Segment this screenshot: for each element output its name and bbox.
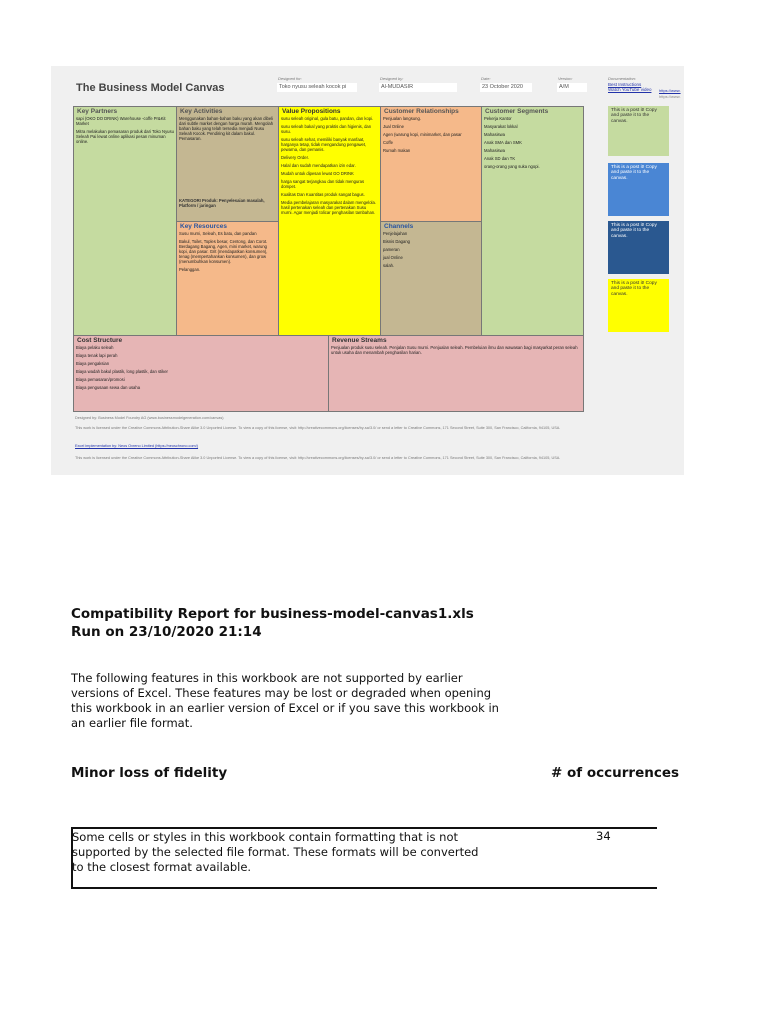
date-field[interactable]: 23 October 2020 (480, 83, 532, 92)
key-activities-item: Menggunakan bahan-bahan baku yang akan dibeli dari subtle market dengan harga murah. Mengolah bahan baku yang telah tersedia menjadi Nusu Seleah Kocok. Pendiring kit dalam bakul. Pemasaran. (179, 116, 274, 141)
value-propositions-item: susu seleah bakal yang praktis dan higienis, dan susu. (281, 124, 372, 134)
key-activities-block[interactable] (176, 106, 279, 222)
customer-relationships-item: Rumah makan (383, 148, 411, 153)
revenue-streams-title: Revenue Streams (332, 337, 387, 344)
key-resources-title: Key Resources (180, 223, 227, 230)
footer-credit: Designed by: Business Model Foundry AG (www.businessmodelgeneration.com/canvas) (75, 416, 224, 420)
value-propositions-item: Mudah untuk dipesan lewat GO DRINK (281, 171, 354, 176)
designed-for-label: Designed for: (278, 76, 302, 81)
cost-structure-item: Biaya wadah bakul plastik, long plastik, dan stiker (76, 369, 168, 374)
customer-segments-item: Anak SD dan TK (484, 156, 516, 161)
footer-excel-link[interactable]: Excel implementation by: Neos Ovreno Limited (https://neoschrono.com/) (75, 444, 199, 448)
customer-relationships-block[interactable] (380, 106, 482, 222)
cost-structure-item: Biaya tenak lapi perah (76, 353, 118, 358)
customer-relationships-title: Customer Relationships (384, 108, 459, 115)
value-propositions-item: Kualitas Dan Kuantitas produk sangat bagus. (281, 192, 365, 197)
designed-for-field[interactable]: Toko nyusu seleah kocok pi (277, 83, 357, 92)
value-propositions-item: susu seleah sehat, memiliki banyak manfaat, harganya tetap, tidak mengandung pengawet, pewarna, dan pemanis. (281, 137, 367, 152)
channels-item: pameran (383, 247, 400, 252)
cost-structure-block[interactable] (73, 335, 329, 412)
cost-structure-item: Biaya pelaku seleah (76, 345, 114, 350)
channels-item: jual Online (383, 255, 403, 260)
customer-segments-item: Pekerja Kantor (484, 116, 512, 121)
cost-structure-item: Biaya pemasaran/promosi (76, 377, 125, 382)
table-rule-bottom (71, 887, 657, 889)
customer-segments-title: Customer Segments (485, 108, 549, 115)
documentation-label: Documentation: (608, 76, 637, 81)
footer-license: This work is licensed under the Creative Commons Attribution-Share Alike 3.0 Unported License. To view a copy of this license, visit: http://creativecommons.org/licenses/by-sa/3.0/ or send a letter to Creative Commons, 171 Second Street, Suite 300, San Francisco, California, 94105, USA. (75, 426, 561, 430)
customer-segments-item: Anak SMA dan SMK (484, 140, 522, 145)
postit-note[interactable]: This is a post it! Copy and paste it to the canvas. (608, 106, 669, 156)
minor-loss-heading: Minor loss of fidelity (71, 765, 228, 781)
compatibility-report (71, 605, 680, 874)
customer-relationships-item: Jual Online (383, 124, 404, 129)
canvas-title: The Business Model Canvas (76, 82, 225, 94)
channels-item: salah. (383, 263, 395, 268)
revenue-streams-block[interactable] (328, 335, 584, 412)
value-propositions-item: Halal dan sudah mendapatkan izin edar. (281, 163, 356, 168)
key-partners-block[interactable] (73, 106, 177, 336)
customer-segments-block[interactable] (481, 106, 584, 336)
customer-relationships-item: Penjualan langsung. (383, 116, 421, 121)
issue-description: Some cells or styles in this workbook contain formatting that is not supported by the selected file format. These formats will be converted to the closest format available. (72, 830, 479, 874)
doc-link-instructions[interactable]: Best Instructions (608, 82, 642, 87)
customer-segments-item: Mahasiswa (484, 148, 505, 153)
key-resources-block[interactable] (176, 221, 279, 336)
customer-segments-item: orang-orang yang suka ngopi. (484, 164, 540, 169)
report-intro: The following features in this workbook are not supported by earlier versions of Excel. These features may be lost or degraded when opening this workbook in an earlier version of Excel or if you save this workbook in an earlier file format. (71, 671, 499, 730)
value-propositions-item: susu seleah original, gula batu, pandan, dan kopi. (281, 116, 374, 121)
key-activities-title: Key Activities (180, 108, 223, 115)
key-resources-item: Susu murni, Seleah, Es batu, dan pandan (179, 231, 257, 236)
doc-link-video[interactable]: Watch YouTube video (608, 87, 652, 92)
cost-structure-title: Cost Structure (77, 337, 123, 344)
key-partners-title: Key Partners (77, 108, 118, 115)
table-rule-top (71, 827, 657, 829)
customer-relationships-item: Coffe (383, 140, 393, 145)
occurrences-header: # of occurrences (551, 765, 680, 781)
key-activities-category: KATEGORI Produk: Penyelesaian masalah, Platform / jaringan (179, 198, 265, 208)
designed-by-label: Designed by: (380, 76, 404, 81)
value-propositions-item: Delivery Order. (281, 155, 309, 160)
value-propositions-item: Media pembelajaran masyarakat dalam mengelola. hasil pertenakan seleah dan pertenakan Susu murni. Agar menjadi tolicar penghasilan tambahan. (281, 200, 376, 215)
key-partners-item: sapi (OKO DO DRINK) Warehouse -coffe Pr&Kit Market (76, 116, 166, 126)
channels-block[interactable] (380, 221, 482, 336)
cost-structure-item: Biaya pengaksian (76, 361, 110, 366)
key-partners-item: Mitra melakukan pemasaran produk dari Toko Nyusu Seleah Pai lewat online aplikasi pesan minuman online. (76, 129, 174, 144)
version-label: Version: (558, 76, 573, 81)
customer-segments-item: Masyarakat lokkal (484, 124, 518, 129)
occurrence-count: 34 (596, 829, 611, 843)
channels-item: Bisnis Dagang (383, 239, 411, 244)
channels-item: Penjelajahan (383, 231, 408, 236)
key-resources-item: Bakul, Toilet, Toples besar, Centong, dan Corot. Berdagang Bagang, Agen, mini market, warung kopi, dan pasar. Grit (mendapatkan konsumen), tenag (mempertahankan konsumen), dan grow (menumbuhkan konsumen). (179, 239, 268, 264)
revenue-streams-item: Penjualan produk susu seleah. Penjalan Susu murni. Penjualan seleah. Pembeluian ilmu dan wawasan bagi masyarkat peran seleah untuk usaha dan menambah penghasilan harian. (331, 345, 578, 355)
postit-note[interactable]: This is a post it! Copy and paste it to the canvas. (608, 163, 669, 216)
date-label: Date: (481, 76, 491, 81)
business-model-canvas-sheet (51, 66, 684, 475)
doc-link-url-2: https://www. (659, 94, 681, 99)
customer-relationships-item: Agen (warung kopi, minimarket, dan pasar (383, 132, 462, 137)
key-resources-item: Pelanggan. (179, 267, 201, 272)
report-title-line: Compatibility Report for business-model-canvas1.xls (71, 606, 474, 622)
value-propositions-title: Value Propositions (282, 108, 341, 115)
designed-by-field[interactable]: Al-MUDASIR (379, 83, 457, 92)
postit-note[interactable]: This is a post it! Copy and paste it to the canvas. (608, 279, 669, 332)
customer-segments-item: Mahasiswa (484, 132, 505, 137)
cost-structure-item: Biaya pengusaan sewa dan usaha (76, 385, 141, 390)
channels-title: Channels (384, 223, 414, 230)
report-run-date: Run on 23/10/2020 21:14 (71, 624, 262, 640)
value-propositions-block[interactable] (278, 106, 381, 336)
value-propositions-item: harga sangat terjangkau dan tidak menguras dompet. (281, 179, 365, 189)
report-title (71, 605, 661, 641)
version-field[interactable]: A/M (557, 83, 587, 92)
doc-link-url-1[interactable]: https://www. (659, 88, 681, 93)
footer-license-2: This work is licensed under the Creative Commons Attribution-Share Alike 3.0 Unported License. To view a copy of this license, visit: http://creativecommons.org/licenses/by-sa/3.0/ or send a letter to Creative Commons, 171 Second Street, Suite 300, San Francisco, California, 94105, USA. (75, 456, 561, 460)
postit-note[interactable]: This is a post it! Copy and paste it to the canvas. (608, 221, 669, 274)
